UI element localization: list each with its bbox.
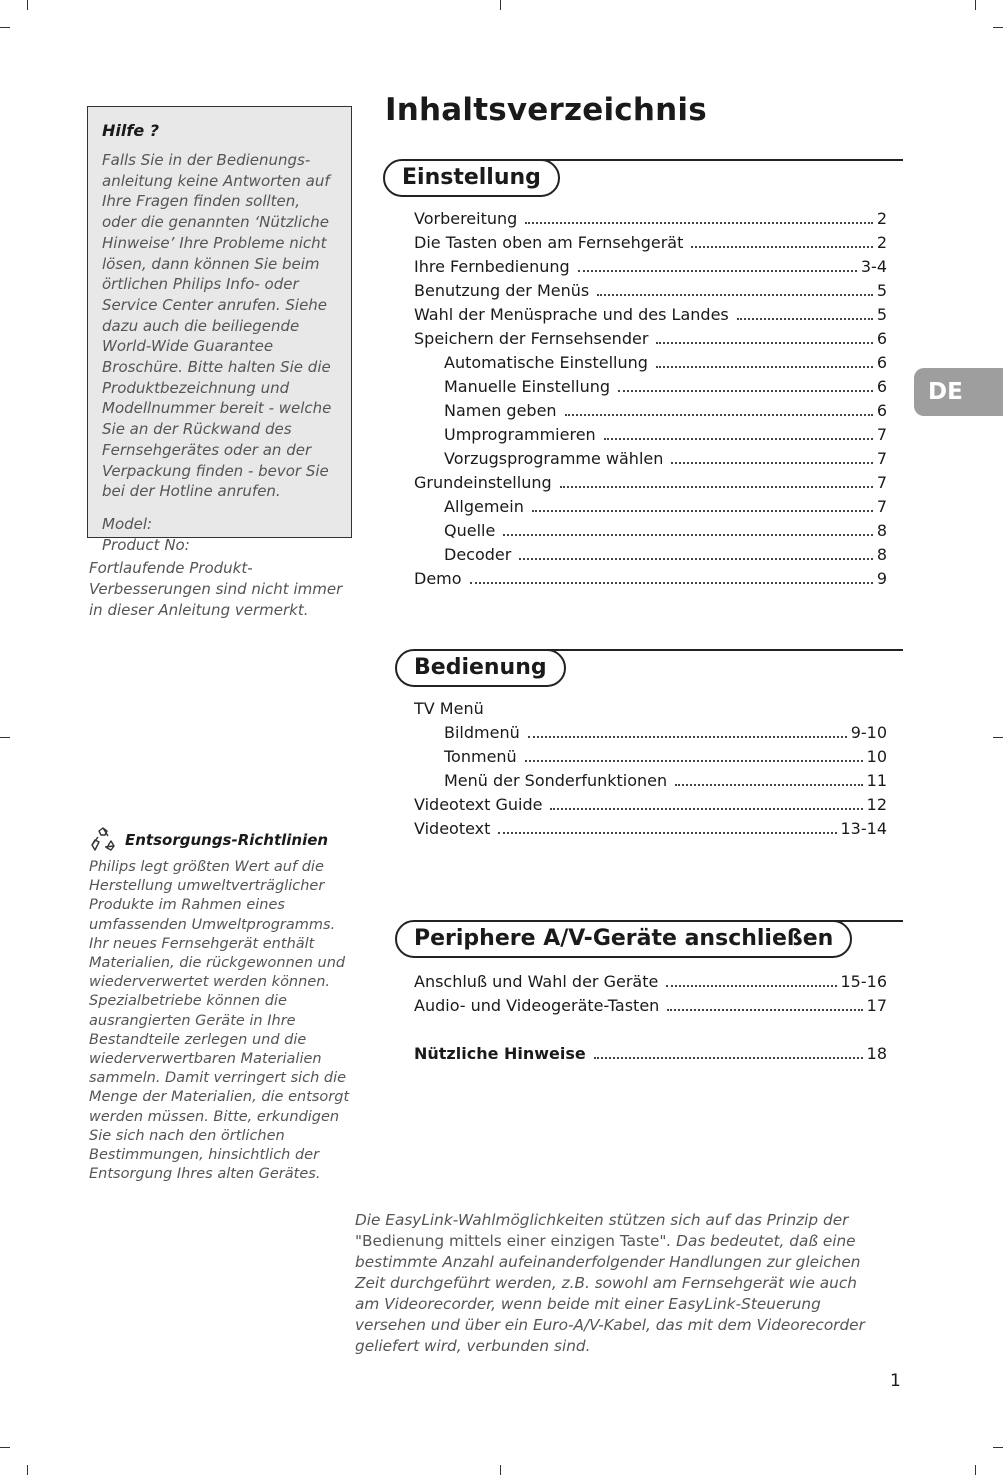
page-title: Inhaltsverzeichnis [385, 92, 707, 128]
toc-leader [560, 486, 873, 488]
help-title: Hilfe ? [102, 121, 160, 140]
toc-leader [656, 366, 873, 368]
easylink-note-part1: Die EasyLink-Wahlmöglichkeiten stützen sich auf das Prinzip der [355, 1211, 849, 1229]
toc-entry[interactable] [414, 721, 887, 745]
toc-entry[interactable] [414, 543, 887, 567]
toc-leader [550, 808, 862, 810]
toc-entry-page: 12 [866, 795, 887, 814]
toc-leader [691, 246, 872, 248]
toc-leader [470, 582, 873, 584]
toc-entry-label: TV Menü [414, 699, 484, 718]
toc-entry[interactable] [414, 1042, 887, 1066]
disposal-guidelines [89, 826, 354, 1184]
toc-leader [578, 270, 857, 272]
toc-leader [519, 558, 872, 560]
toc-entry-label: Audio- und Videogeräte-Tasten [414, 996, 660, 1015]
help-model-fields [102, 514, 337, 555]
toc-entry[interactable] [414, 519, 887, 543]
toc-entry[interactable] [414, 567, 887, 591]
toc-entry[interactable] [414, 255, 887, 279]
toc-entry-page: 7 [876, 449, 887, 468]
crop-mark [993, 27, 1003, 28]
toc-entry[interactable] [414, 231, 887, 255]
section-rule [515, 649, 903, 651]
toc-leader [525, 760, 863, 762]
toc-entry[interactable] [414, 447, 887, 471]
crop-mark [0, 1447, 10, 1448]
disposal-title: Entsorgungs-Richtlinien [125, 831, 329, 849]
disposal-header [89, 826, 354, 854]
toc-leader [667, 1009, 862, 1011]
toc-entry-page: 13-14 [840, 819, 887, 838]
toc-entry-label: Vorbereitung [414, 209, 518, 228]
toc-entry-page: 8 [876, 545, 887, 564]
toc-entry-label: Videotext [414, 819, 491, 838]
toc-leader [618, 390, 873, 392]
help-box [87, 106, 352, 554]
toc-entry[interactable] [414, 399, 887, 423]
toc-leader [498, 832, 836, 834]
crop-mark [27, 0, 28, 10]
section-periphere-geraete [395, 920, 903, 958]
toc-entry[interactable] [414, 471, 887, 495]
toc-entry-page: 5 [876, 281, 887, 300]
toc-einstellung [414, 207, 887, 591]
toc-entry-page: 8 [876, 521, 887, 540]
toc-entry-label: Vorzugsprogramme wählen [444, 449, 664, 468]
toc-entry[interactable] [414, 817, 887, 841]
toc-entry-label: Demo [414, 569, 462, 588]
toc-entry[interactable] [414, 375, 887, 399]
toc-entry-page: 17 [866, 996, 887, 1015]
toc-leader [604, 438, 873, 440]
toc-entry-label: Die Tasten oben am Fernsehgerät [414, 233, 684, 252]
toc-entry[interactable] [414, 423, 887, 447]
toc-entry[interactable] [414, 793, 887, 817]
toc-leader [503, 534, 873, 536]
language-tab: DE [914, 368, 1003, 416]
crop-mark [993, 737, 1003, 738]
toc-entry[interactable] [414, 994, 887, 1018]
crop-mark [500, 0, 501, 10]
toc-entry-page: 15-16 [840, 972, 887, 991]
toc-entry-page: 7 [876, 425, 887, 444]
toc-entry-page: 6 [876, 401, 887, 420]
toc-entry[interactable] [414, 697, 887, 721]
crop-mark [0, 737, 10, 738]
toc-entry-label: Decoder [444, 545, 512, 564]
toc-entry-label: Nützliche Hinweise [414, 1044, 586, 1063]
toc-periphere-geraete [414, 970, 887, 1018]
toc-entry-page: 2 [876, 209, 887, 228]
crop-mark [993, 1447, 1003, 1448]
page-number: 1 [890, 1371, 901, 1391]
product-number-label: Product No: [102, 535, 190, 554]
toc-entry-page: 9 [876, 569, 887, 588]
crop-mark [500, 1465, 501, 1475]
toc-leader [656, 342, 872, 344]
section-rule [503, 159, 903, 161]
toc-leader [528, 736, 847, 738]
toc-leader [737, 318, 873, 320]
toc-entry-page: 6 [876, 377, 887, 396]
crop-mark [27, 1465, 28, 1475]
section-title: Periphere A/V-Geräte anschließen [395, 920, 852, 958]
toc-entry-label: Umprogrammieren [444, 425, 596, 444]
section-title: Einstellung [383, 159, 560, 197]
easylink-note-quote: "Bedienung mittels einer einzigen Taste" [355, 1232, 667, 1250]
toc-entry-page: 6 [876, 329, 887, 348]
disposal-text: Philips legt größten Wert auf die Herstellung umweltverträglicher Produkte im Rahmen eines umfassenden Umweltprogramms. Ihr neues Fernsehgerät enthält Materialien, die rückgewonnen und wiederverwertet werden können. Spezialbetriebe können die ausrangierten Geräte in Ihre Bestandteile zerlegen und die wiederverwertbaren Materialien sammeln. Damit verringert sich die Menge der Materialien, die entsorgt werden müssen. Bitte, erkundigen Sie sich nach den örtlichen Bestimmungen, hinsichtlich der Entsorgung Ihres alten Gerätes. [89, 859, 350, 1183]
toc-leader [532, 510, 873, 512]
toc-entry-label: Bildmenü [444, 723, 520, 742]
toc-entry-page: 6 [876, 353, 887, 372]
crop-mark [0, 27, 10, 28]
toc-entry[interactable] [414, 769, 887, 793]
toc-entry-label: Benutzung der Menüs [414, 281, 590, 300]
recycle-icon [89, 826, 117, 854]
toc-entry-label: Wahl der Menüsprache und des Landes [414, 305, 729, 324]
toc-leader [597, 294, 873, 296]
toc-entry[interactable] [414, 495, 887, 519]
toc-entry-page: 5 [876, 305, 887, 324]
section-einstellung [383, 159, 903, 197]
toc-entry[interactable] [414, 303, 887, 327]
toc-entry-label: Anschluß und Wahl der Geräte [414, 972, 659, 991]
crop-mark [975, 1465, 976, 1475]
toc-leader [666, 985, 836, 987]
toc-entry-page: 9-10 [850, 723, 887, 742]
toc-entry-page: 3-4 [860, 257, 887, 276]
crop-mark [975, 0, 976, 10]
toc-entry-label: Speichern der Fernsehsender [414, 329, 649, 348]
toc-entry[interactable] [414, 207, 887, 231]
toc-useful-tips [414, 1042, 887, 1066]
toc-leader [671, 462, 872, 464]
improvement-note: Fortlaufende Produkt-Verbesserungen sind nicht immer in dieser Anleitung vermerkt. [89, 559, 343, 619]
toc-entry-page: 11 [866, 771, 887, 790]
model-label: Model: [102, 514, 153, 533]
toc-entry[interactable] [414, 745, 887, 769]
toc-entry-label: Automatische Einstellung [444, 353, 648, 372]
toc-entry-page: 18 [866, 1044, 887, 1063]
toc-entry-label: Tonmenü [444, 747, 517, 766]
toc-bedienung [414, 697, 887, 841]
toc-entry-label: Manuelle Einstellung [444, 377, 611, 396]
toc-leader [525, 222, 873, 224]
toc-entry-page: 7 [876, 473, 887, 492]
toc-entry-label: Ihre Fernbedienung [414, 257, 570, 276]
easylink-note-part2: . Das bedeutet, daß eine bestimmte Anzahl aufeinanderfolgender Handlungen zur gleichen Zeit durchgeführt werden, z.B. sowohl am Fernsehgerät wie auch am Videorecorder, wenn beide mit einer EasyLink-Steuerung versehen und über ein Euro-A/V-Kabel, das mit dem Videorecorder geliefert wird, verbunden sind. [355, 1232, 865, 1355]
toc-entry-page: 7 [876, 497, 887, 516]
toc-leader [565, 414, 873, 416]
toc-entry-label: Grundeinstellung [414, 473, 552, 492]
toc-entry[interactable] [414, 279, 887, 303]
toc-entry-label: Menü der Sonderfunktionen [444, 771, 668, 790]
toc-leader [675, 784, 862, 786]
easylink-note [355, 1210, 875, 1357]
toc-entry-label: Videotext Guide [414, 795, 543, 814]
section-title: Bedienung [395, 649, 566, 687]
toc-entry[interactable] [414, 327, 887, 351]
help-text: Falls Sie in der Bedienungs-anleitung keine Antworten auf Ihre Fragen finden sollten, oder die genannten ‘Nützliche Hinweise’ Ihre Probleme nicht lösen, dann können Sie beim örtlichen Philips Info- oder Service Center anrufen. Siehe dazu auch die beiliegende World-Wide Guarantee Broschüre. Bitte halten Sie die Produktbezeichnung und Modellnummer bereit - welche Sie an der Rückwand des Fernsehgerätes oder an der Verpackung finden - bevor Sie bei der Hotline anrufen. [102, 151, 332, 501]
toc-entry-page: 10 [866, 747, 887, 766]
toc-entry[interactable] [414, 351, 887, 375]
toc-entry[interactable] [414, 970, 887, 994]
toc-entry-label: Quelle [444, 521, 496, 540]
section-bedienung [395, 649, 903, 687]
toc-entry-label: Namen geben [444, 401, 557, 420]
toc-entry-label: Allgemein [444, 497, 524, 516]
toc-entry-page: 2 [876, 233, 887, 252]
toc-leader [594, 1057, 863, 1059]
